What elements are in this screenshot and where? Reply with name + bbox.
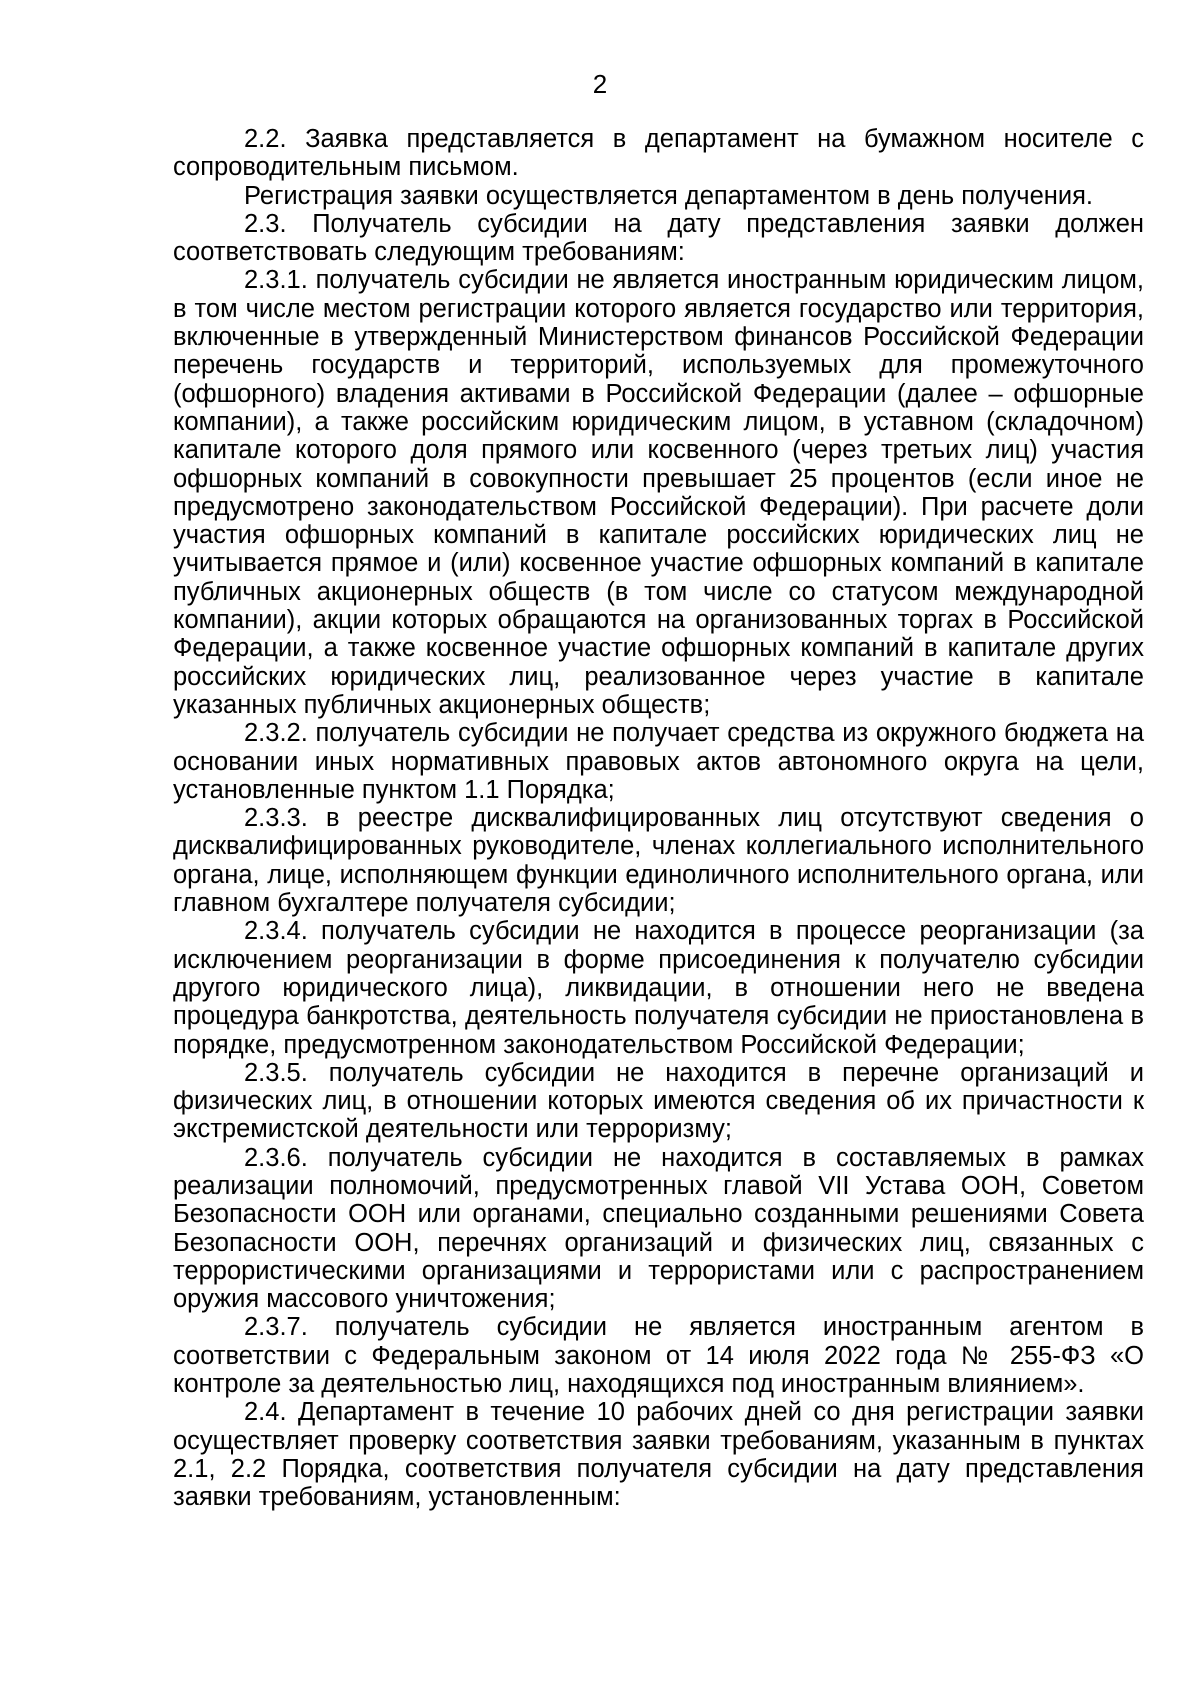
paragraph-2-3: 2.3. Получатель субсидии на дату представления заявки должен соответствовать следующим требованиям: (173, 209, 1144, 267)
paragraph-2-4: 2.4. Департамент в течение 10 рабочих дней со дня регистрации заявки осуществляет проверку соответствия заявки требованиям, указанным в пунктах 2.1, 2.2 Порядка, соответствия получателя субсидии на дату представления заявки требованиям, установленным: (173, 1398, 1144, 1512)
paragraph-2-2: 2.2. Заявка представляется в департамент на бумажном носителе с сопроводительным письмом. (173, 125, 1144, 182)
paragraph-registration: Регистрация заявки осуществляется департаментом в день получения. (244, 181, 1093, 210)
paragraph-2-3-4: 2.3.4. получатель субсидии не находится в процессе реорганизации (за исключением реорганизации в форме присоединения к получателю субсидии другого юридического лица), ликвидации, в отношении него не введена процедура банкротства, деятельность получателя субсидии не приостановлена в порядке, предусмотренном законодательством Российской Федерации; (173, 917, 1144, 1059)
paragraph-2-3-3: 2.3.3. в реестре дисквалифицированных лиц отсутствуют сведения о дисквалифицированных руководителе, членах коллегиального исполнительного органа, лице, исполняющем функции единоличного исполнительного органа, или главном бухгалтере получателя субсидии; (173, 804, 1144, 918)
page-number: 2 (592, 69, 608, 99)
paragraph-2-3-5: 2.3.5. получатель субсидии не находится в перечне организаций и физических лиц, в отношении которых имеются сведения об их причастности к экстремистской деятельности или терроризму; (173, 1058, 1144, 1144)
document-body (173, 125, 1144, 1512)
paragraph-2-3-6: 2.3.6. получатель субсидии не находится в составляемых в рамках реализации полномочий, предусмотренных главой VII Устава ООН, Советом Безопасности ООН или органами, специально созданными решениями Совета Безопасности ООН, перечнях организаций и физических лиц, связанных с террористическими организациями и террористами или с распространением оружия массового уничтожения; (173, 1143, 1144, 1314)
paragraph-2-3-2: 2.3.2. получатель субсидии не получает средства из окружного бюджета на основании иных нормативных правовых актов автономного округа на цели, установленные пунктом 1.1 Порядка; (173, 719, 1144, 804)
paragraph-2-3-7: 2.3.7. получатель субсидии не является иностранным агентом в соответствии с Федеральным законом от 14 июля 2022 года № 255-ФЗ «О контроле за деятельностью лиц, находящихся под иностранным влиянием». (173, 1313, 1144, 1399)
paragraph-2-3-1: 2.3.1. получатель субсидии не является иностранным юридическим лицом, в том числе местом регистрации которого является государство или территория, включенные в утвержденный Министерством финансов Российской Федерации перечень государств и территорий, используемых для промежуточного (офшорного) владения активами в Российской Федерации (далее – офшорные компании), а также российским юридическим лицом, в уставном (складочном) капитале которого доля прямого или косвенного (через третьих лиц) участия офшорных компаний в совокупности превышает 25 процентов (если иное не предусмотрено законодательством Российской Федерации). При расчете доли участия офшорных компаний в капитале российских юридических лиц не учитывается прямое и (или) косвенное участие офшорных компаний в капитале публичных акционерных обществ (в том числе со статусом международной компании), акции которых обращаются на организованных торгах в Российской Федерации, а также косвенное участие офшорных компаний в капитале других российских юридических лиц, реализованное через участие в капитале указанных публичных акционерных обществ; (173, 266, 1144, 719)
